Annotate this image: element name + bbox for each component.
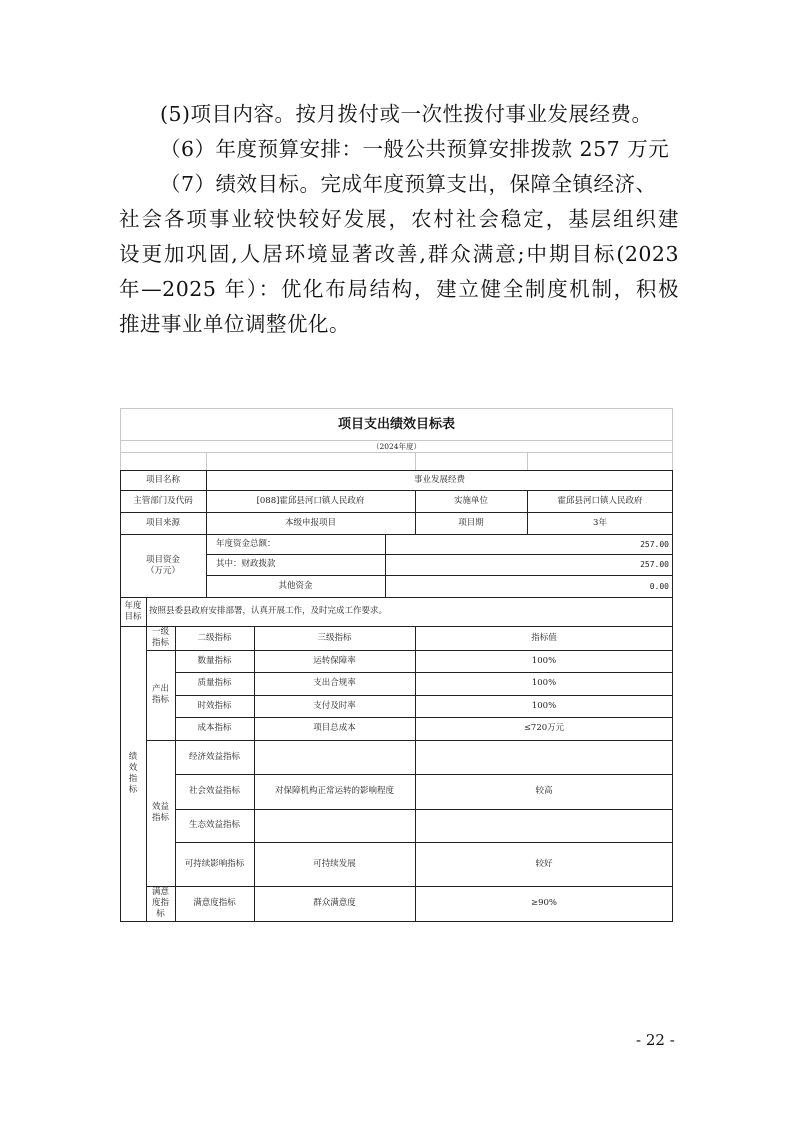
indicator-value [415,740,673,774]
header-level2: 二级指标 [197,632,232,643]
project-name-label: 项目名称 [145,474,180,485]
indicator-l3: 可持续发展 [313,858,356,869]
indicator-l3: 项目总成本 [313,723,356,733]
perf-char-1: 绩 [128,751,138,762]
indicator-l3: 运转保障率 [313,655,356,666]
other-funds-label: 其他资金 [278,580,313,591]
page-number: - 22 - [636,1031,675,1049]
table-title: 项目支出绩效目标表 [337,416,455,432]
project-source-label: 项目来源 [145,517,180,528]
performance-indicator-label [120,626,146,921]
satisfaction-indicator-label [146,886,175,921]
paragraph-project-content: (5)项目内容。按月拨付或一次性拨付事业发展经费。 [160,102,653,126]
paragraph-goal-line5: 推进事业单位调整优化。 [119,312,350,336]
table-subtitle: （2024年度） [371,441,422,451]
indicator-l2: 生态效益指标 [188,820,240,830]
annual-goal-label [120,597,146,626]
indicator-value: 较好 [535,858,553,869]
indicator-l2: 经济效益指标 [188,751,240,762]
indicator-l3: 支出合规率 [313,678,356,688]
annual-goal-label-line1: 年度 [124,600,142,611]
paragraph-goal-line4: 年—2025 年）：优化布局结构，建立健全制度机制，积极 [119,277,679,301]
header-level1-line1: 一级 [151,627,169,637]
paragraph-goal-line3: 设更加巩固,人居环境显著改善,群众满意;中期目标(2023 [119,242,679,266]
indicator-value: 100% [531,678,557,688]
project-source-value: 本级申报项目 [284,517,336,528]
paragraph-goal-line1: （7）绩效目标。完成年度预算支出，保障全镇经济、 [160,172,657,196]
annual-funds-total-value: 257.00 [640,539,669,549]
perf-char-3: 指 [128,773,138,784]
benefit-label-line1: 效益 [151,802,169,812]
other-funds-value: 0.00 [649,581,669,591]
indicator-value: 100% [531,700,557,711]
indicator-value [415,809,673,842]
paragraph-goal-line2: 社会各项事业较快较好发展，农村社会稳定，基层组织建 [119,207,679,231]
indicator-value: 较高 [535,786,553,796]
satisfaction-value: ≥90% [530,898,557,908]
annual-goal-label-line2: 目标 [124,611,142,622]
paragraph-budget: （6）年度预算安排：一般公共预算安排拨款 257 万元 [160,137,670,161]
department-value: [088]霍邱县河口镇人民政府 [256,495,365,506]
indicator-l2: 数量指标 [197,655,232,666]
fiscal-allocation-value: 257.00 [640,560,669,569]
indicator-value: 100% [531,655,557,666]
project-period-value: 3年 [593,517,607,528]
performance-target-table [120,408,673,921]
satisfaction-l2: 满意度指标 [193,898,236,908]
indicator-l2: 社会效益指标 [188,786,240,796]
satisfaction-label-line3: 标 [156,909,165,919]
department-label: 主管部门及代码 [133,495,193,506]
indicator-l2: 成本指标 [197,723,232,733]
implementing-unit-label: 实施单位 [453,495,488,506]
project-funds-label [120,534,206,597]
indicator-l3 [254,740,415,774]
body-text [119,97,679,342]
benefit-label-line2: 指标 [151,813,169,823]
header-indicator-value: 指标值 [531,632,557,643]
header-level1 [146,626,175,650]
header-level3: 三级指标 [317,632,352,643]
indicator-l2: 可持续影响指标 [184,858,245,869]
project-funds-label-line2: （万元） [145,565,180,576]
perf-char-4: 标 [128,784,138,795]
benefit-indicator-label [146,740,175,886]
output-label-line1: 产出 [151,684,169,694]
annual-goal-value: 按照县委县政府安排部署，认真开展工作，及时完成工作要求。 [149,606,388,616]
implementing-unit-value: 霍邱县河口镇人民政府 [557,495,643,506]
satisfaction-label-line1: 满意 [151,887,169,897]
indicator-value: ≤720万元 [523,723,565,733]
perf-char-2: 效 [128,762,138,773]
annual-funds-total-label: 年度资金总额： [216,538,276,549]
indicator-l3 [254,809,415,842]
project-name-value: 事业发展经费 [413,474,465,485]
indicator-l3: 对保障机构正常运转的影响程度 [274,786,394,796]
indicator-l3: 支付及时率 [313,700,356,711]
project-funds-label-line1: 项目资金 [145,554,180,565]
fiscal-allocation-label: 其中：财政拨款 [216,559,276,569]
output-label-line2: 指标 [151,695,169,705]
output-indicator-label [146,650,175,740]
header-level1-line2: 指标 [151,638,169,648]
indicator-l2: 质量指标 [197,678,232,688]
indicator-l2: 时效指标 [197,700,232,711]
project-period-label: 项目期 [458,517,484,528]
satisfaction-label-line2: 度指 [151,898,169,908]
satisfaction-l3: 群众满意度 [313,898,356,908]
